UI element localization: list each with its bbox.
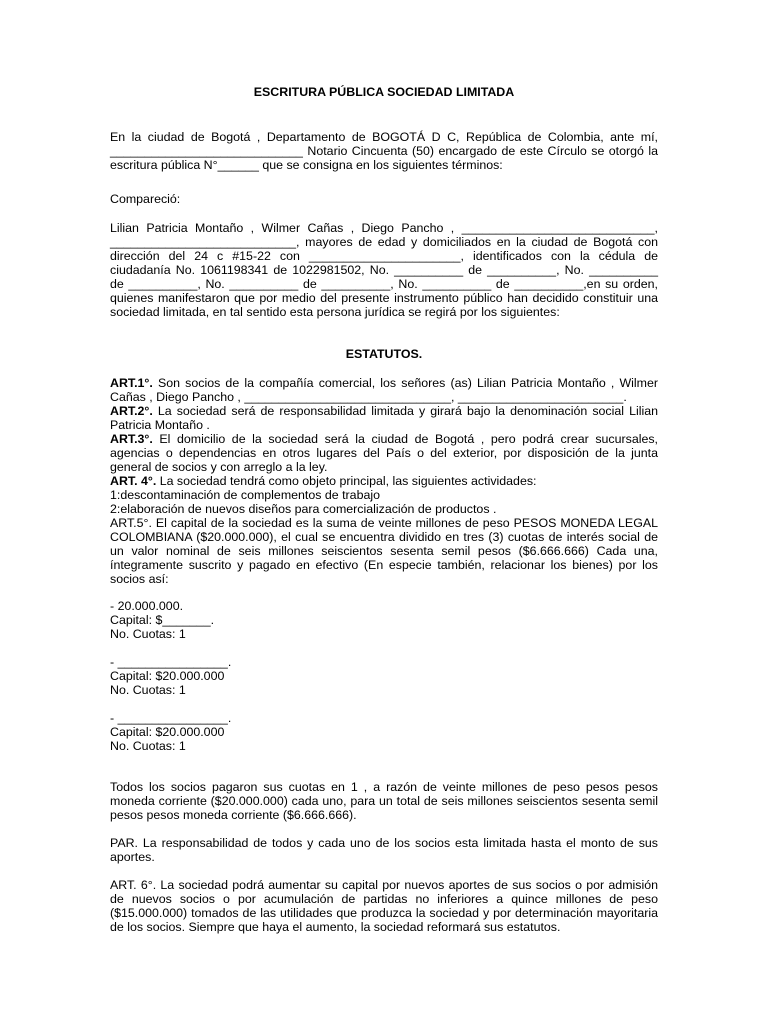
socio-2-capital: Capital: $20.000.000 xyxy=(110,669,225,683)
comparecio-paragraph: Lilian Patricia Montaño , Wilmer Cañas , Diego Pancho , ____________________________, ___________________________, mayores de edad y domiciliados en la ciudad de Bogotá con dirección del 24 c #15-22 con ______________________, identificados con la cédula de ciudadanía No. 1061198341 de 1022981502, No. __________ de __________, No. __________ de __________, No. __________ de __________, No. __________ de __________,en su orden, quienes manifestaron que por medio del presente instrumento público han decidido constituir una sociedad limitada, en tal sentido esta persona jurídica se regirá por los siguientes: xyxy=(110,221,658,319)
article-2-text: La sociedad será de responsabilidad limitada y girará bajo la denominación social Lilian Patricia Montaño . xyxy=(110,404,658,432)
article-4 xyxy=(110,474,658,488)
article-4-item-1: 1:descontaminación de complementos de trabajo xyxy=(110,488,381,502)
article-2-label: ART.2°. xyxy=(110,404,153,418)
socio-3-name: - ________________. xyxy=(110,711,232,725)
socio-2-name: - ________________. xyxy=(110,655,232,669)
article-1 xyxy=(110,376,658,404)
document-title: ESCRITURA PÚBLICA SOCIEDAD LIMITADA xyxy=(253,85,515,99)
socio-2 xyxy=(110,655,658,697)
estatutos-heading: ESTATUTOS. xyxy=(345,347,423,361)
article-1-label: ART.1°. xyxy=(110,376,153,390)
socio-1-name: - 20.000.000. xyxy=(110,599,184,613)
article-6: ART. 6°. La sociedad podrá aumentar su capital por nuevos aportes de sus socios o por admisión de nuevos socios o por acumulación de partidas no inferiores a quince millones de peso ($15.000.000) tomados de las utilidades que produzca la sociedad y por determinación mayoritaria de los socios. Siempre que haya el aumento, la sociedad reformará sus estatutos. xyxy=(110,878,658,934)
article-5: ART.5°. El capital de la sociedad es la suma de veinte millones de peso PESOS MONEDA LEGAL COLOMBIANA ($20.000.000), el cual se encuentra dividido en tres (3) cuotas de interés social de un valor nominal de seis millones seiscientos sesenta semil pesos ($6.666.666) Cada una, íntegramente suscrito y pagado en efectivo (En especie también, relacionar los bienes) por los socios así: xyxy=(110,516,658,586)
socio-1-capital: Capital: $_______. xyxy=(110,613,215,627)
par-paragraph: PAR. La responsabilidad de todos y cada uno de los socios esta limitada hasta el monto de sus aportes. xyxy=(110,836,658,864)
comparecio-label: Compareció: xyxy=(110,192,181,206)
article-3-text: El domicilio de la sociedad será la ciudad de Bogotá , pero podrá crear sucursales, agencias o dependencias en otros lugares del País o del exterior, por disposición de la junta general de socios y con arreglo a la ley. xyxy=(110,432,658,474)
socio-3-capital: Capital: $20.000.000 xyxy=(110,725,225,739)
pago-paragraph: Todos los socios pagaron sus cuotas en 1 , a razón de veinte millones de peso pesos pesos moneda corriente ($20.000.000) cada uno, para un total de seis millones seiscientos sesenta semil pesos pesos moneda corriente ($6.666.666). xyxy=(110,780,658,822)
socio-2-cuotas: No. Cuotas: 1 xyxy=(110,683,186,697)
article-3 xyxy=(110,432,658,474)
article-4-text: La sociedad tendrá como objeto principal, las siguientes actividades: xyxy=(156,474,537,488)
article-2 xyxy=(110,404,658,432)
socio-1 xyxy=(110,599,658,641)
article-4-label: ART. 4°. xyxy=(110,474,157,488)
socio-1-cuotas: No. Cuotas: 1 xyxy=(110,627,186,641)
socio-3-cuotas: No. Cuotas: 1 xyxy=(110,739,186,753)
article-4-item-2: 2:elaboración de nuevos diseños para comercialización de productos . xyxy=(110,502,497,516)
article-1-text: Son socios de la compañía comercial, los señores (as) Lilian Patricia Montaño , Wilmer Cañas , Diego Pancho , ______________________________, ________________________. xyxy=(110,376,658,404)
socio-3 xyxy=(110,711,658,753)
intro-paragraph: En la ciudad de Bogotá , Departamento de BOGOTÁ D C, República de Colombia, ante mí, ____________________________ Notario Cincuenta (50) encargado de este Círculo se otorgó la escritura pública N°______ que se consigna en los siguientes términos: xyxy=(110,130,658,172)
article-3-label: ART.3°. xyxy=(110,432,153,446)
